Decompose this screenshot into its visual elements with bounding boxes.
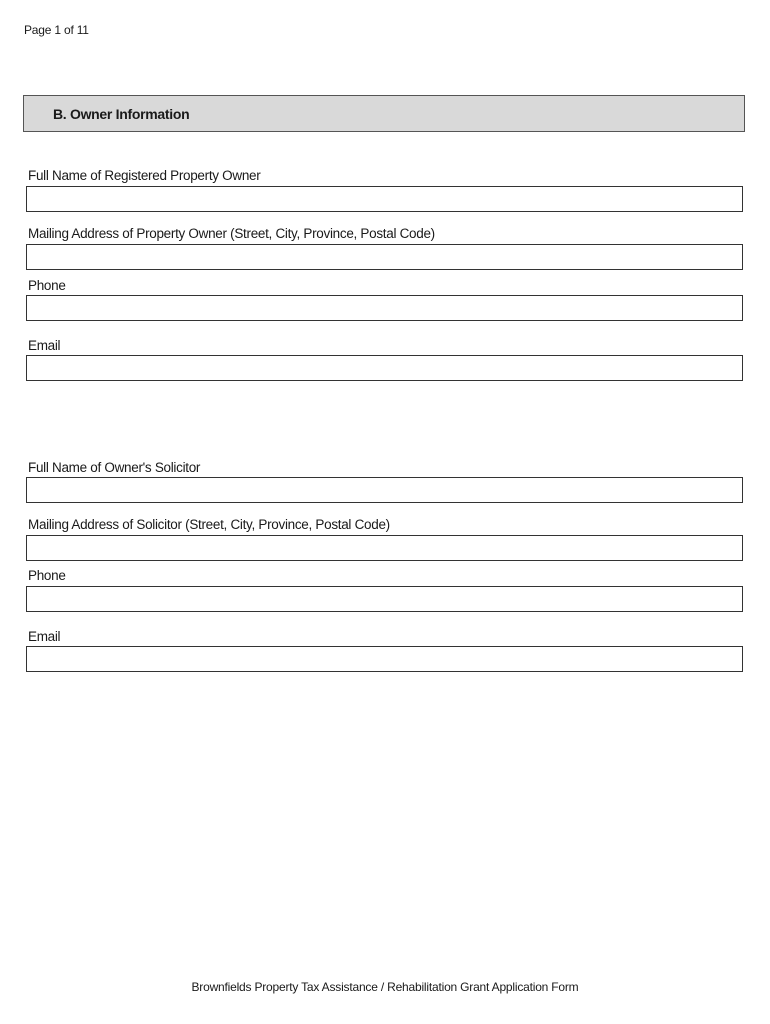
- owner-mailing-address-field[interactable]: [26, 244, 743, 270]
- solicitor-phone-field[interactable]: [26, 586, 743, 612]
- solicitor-phone-label: Phone: [28, 568, 66, 583]
- page-number: Page 1 of 11: [24, 23, 89, 37]
- solicitor-full-name-field[interactable]: [26, 477, 743, 503]
- owner-phone-label: Phone: [28, 278, 66, 293]
- solicitor-mailing-address-label: Mailing Address of Solicitor (Street, City, Province, Postal Code): [28, 517, 390, 532]
- owner-full-name-label: Full Name of Registered Property Owner: [28, 168, 261, 183]
- section-title: B. Owner Information: [53, 106, 190, 122]
- owner-full-name-field[interactable]: [26, 186, 743, 212]
- owner-phone-field[interactable]: [26, 295, 743, 321]
- solicitor-email-field[interactable]: [26, 646, 743, 672]
- solicitor-full-name-label: Full Name of Owner's Solicitor: [28, 460, 201, 475]
- solicitor-email-label: Email: [28, 629, 61, 644]
- owner-email-field[interactable]: [26, 355, 743, 381]
- footer-form-title: Brownfields Property Tax Assistance / Rehabilitation Grant Application Form: [191, 980, 579, 994]
- owner-mailing-address-label: Mailing Address of Property Owner (Street, City, Province, Postal Code): [28, 226, 435, 241]
- section-header: [23, 95, 745, 132]
- owner-email-label: Email: [28, 338, 61, 353]
- solicitor-mailing-address-field[interactable]: [26, 535, 743, 561]
